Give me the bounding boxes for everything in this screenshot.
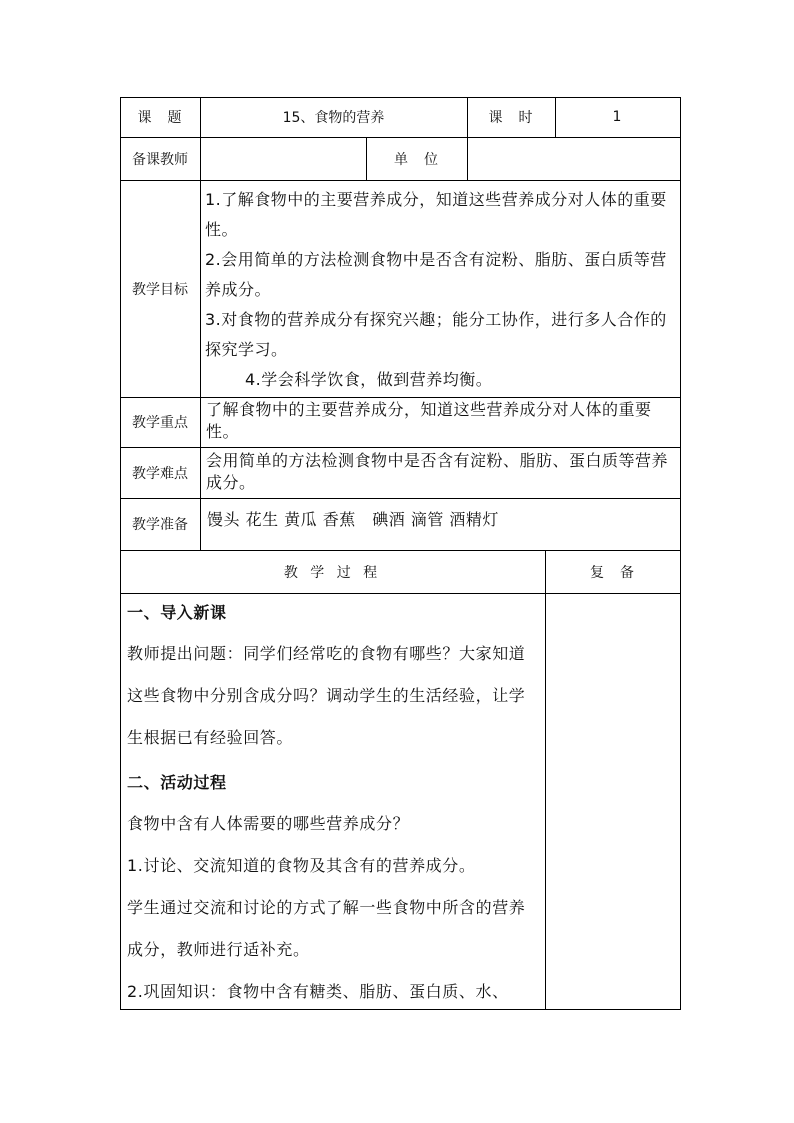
subject-label: 课 题 <box>137 110 183 126</box>
lesson-title: 15、食物的营养 <box>282 110 385 126</box>
preparation-label: 教学准备 <box>132 517 188 533</box>
goal-item: 2.会用简单的方法检测食物中是否含有淀粉、脂肪、蛋白质等营养成分。 <box>205 250 667 299</box>
section-title: 二、活动过程 <box>127 773 227 792</box>
key-points-label: 教学重点 <box>132 415 188 431</box>
row-divider <box>120 180 681 181</box>
hours-value: 1 <box>612 109 623 125</box>
hours-label: 课 时 <box>488 110 534 126</box>
process-body <box>127 598 541 1013</box>
row-divider <box>120 447 681 448</box>
step-detail: 学生通过交流和讨论的方式了解一些食物中所含的营养成分，教师进行适补充。 <box>127 898 526 959</box>
unit-value <box>467 137 680 180</box>
review-header: 复 备 <box>590 564 635 581</box>
goals-list <box>205 185 677 395</box>
unit-label: 单 位 <box>394 151 439 168</box>
row-divider <box>120 593 681 594</box>
goals-label: 教学目标 <box>132 281 188 298</box>
step-text: 1.讨论、交流知道的食物及其含有的营养成分。 <box>127 856 476 875</box>
difficulties-text: 会用简单的方法检测食物中是否含有淀粉、脂肪、蛋白质等营养成分。 <box>206 451 669 492</box>
row-divider <box>120 397 681 398</box>
question-text: 食物中含有人体需要的哪些营养成分？ <box>127 814 410 833</box>
teacher-label: 备课教师 <box>132 151 188 168</box>
goal-item: 4.学会科学饮食，做到营养均衡。 <box>245 370 493 389</box>
goal-item: 3.对食物的营养成分有探究兴趣；能分工协作，进行多人合作的探究学习。 <box>205 310 667 359</box>
row-divider <box>120 498 681 499</box>
table-border-right <box>680 97 681 1009</box>
difficulties-label: 教学难点 <box>132 465 188 482</box>
process-header: 教 学 过 程 <box>283 564 382 581</box>
section-title: 一、导入新课 <box>127 603 227 622</box>
key-points-text: 了解食物中的主要营养成分，知道这些营养成分对人体的重要性。 <box>206 400 652 441</box>
preparation-text: 馒头 花生 黄瓜 香蕉 碘酒 滴管 酒精灯 <box>207 510 499 529</box>
section-text: 教师提出问题：同学们经常吃的食物有哪些？大家知道这些食物中分别含成分吗？调动学生的生活经验，让学生根据已有经验回答。 <box>127 644 526 747</box>
teacher-value <box>200 137 366 180</box>
goal-item: 1.了解食物中的主要营养成分，知道这些营养成分对人体的重要性。 <box>205 190 667 239</box>
column-divider <box>545 550 546 1009</box>
step-text: 2.巩固知识：食物中含有糖类、脂肪、蛋白质、水、 <box>127 982 509 1001</box>
